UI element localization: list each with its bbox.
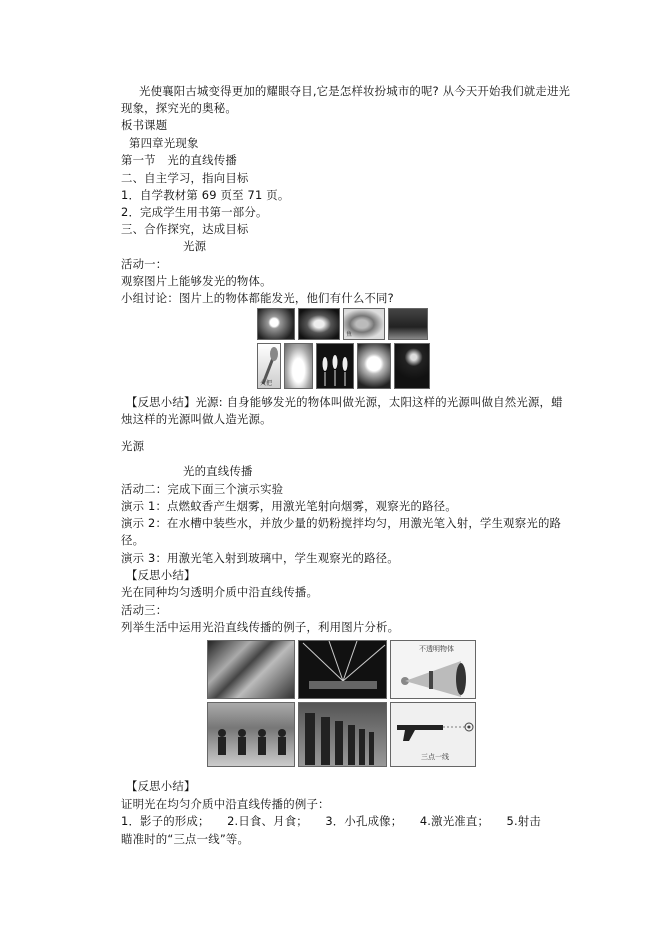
reflection2-label: 【反思小结】 [126, 568, 196, 582]
light-source-images [257, 308, 431, 389]
shadow-diagram-image: 不透明物体 [390, 640, 476, 699]
part2-item-1: 1．自学教材第 69 页至 71 页。 [121, 188, 290, 202]
reflection3-line-1: 证明光在均匀介质中沿直线传播的例子： [121, 797, 330, 811]
jellyfish-image [298, 308, 340, 340]
reflection3-line-3: 瞄准时的“三点一线”等。 [121, 832, 250, 846]
reflection3-line-2: 1．影子的形成； 2.日食、月食； 3．小孔成像； 4.激光准直； 5.射击 [121, 814, 541, 828]
candles-image [316, 343, 354, 389]
intro-line-1: 光使襄阳古城变得更加的耀眼夺目,它是怎样妆扮城市的呢? 从今天开始我们就走进光 [139, 84, 571, 98]
part2-item-2: 2．完成学生用书第一部分。 [121, 205, 268, 219]
motorcycle-formation-image [207, 702, 295, 767]
laser-show-image [298, 640, 387, 699]
demo-3: 演示 3：用激光笔入射到玻璃中，学生观察光的路径。 [121, 551, 399, 565]
candle-flames-icon [317, 344, 353, 388]
activity3-text: 列举生活中运用光沿直线传播的例子，利用图片分析。 [121, 620, 400, 634]
activity1-label: 活动一： [121, 257, 168, 271]
reflection3-label: 【反思小结】 [126, 779, 196, 793]
torch-image: 火把 [257, 343, 281, 389]
city-lights-image [388, 308, 428, 340]
demo-2-line-2: 径。 [121, 533, 145, 547]
part2-heading: 二、自主学习，指向目标 [121, 171, 249, 185]
light-source-heading: 光源 [183, 239, 207, 253]
fish-image: 鱼 [343, 308, 385, 340]
sunbeams-forest-image [207, 640, 295, 699]
chapter-title: 第四章光现象 [129, 136, 199, 150]
soldiers-line-image [298, 702, 387, 767]
three-points-aim-image: 三点一线 [390, 702, 476, 767]
section-title: 第一节 光的直线传播 [121, 153, 237, 167]
riders-icon [208, 703, 294, 766]
activity2-label: 活动二：完成下面三个演示实验 [121, 482, 284, 496]
sun-image [257, 308, 295, 340]
reflection1-line-1: 【反思小结】光源: 自身能够发光的物体叫做光源，太阳这样的光源叫做自然光源，蜡 [126, 395, 563, 409]
reflection1-line-2: 烛这样的光源叫做人造光源。 [121, 412, 272, 426]
activity1-observe: 观察图片上能够发光的物体。 [121, 274, 272, 288]
activity3-label: 活动三： [121, 603, 168, 617]
laser-beams-icon [299, 641, 387, 699]
light-source-label: 光源 [121, 439, 145, 453]
light-bulb-image [357, 343, 391, 389]
activity1-discuss: 小组讨论：图片上的物体都能发光，他们有什么不同? [121, 291, 394, 305]
board-title: 板书课题 [121, 118, 168, 132]
fire-image [284, 343, 313, 389]
soldiers-icon [299, 703, 387, 766]
intro-line-2: 现象，探究光的奥秘。 [121, 101, 237, 115]
part3-heading: 三、合作探究，达成目标 [121, 222, 249, 236]
demo-1: 演示 1：点燃蚊香产生烟雾，用激光笔射向烟雾，观察光的路径。 [121, 499, 457, 513]
firefly-image [394, 343, 430, 389]
application-images [207, 640, 477, 768]
straight-propagation-heading: 光的直线传播 [183, 464, 253, 478]
reflection2-text: 光在同种均匀透明介质中沿直线传播。 [121, 585, 319, 599]
demo-2-line-1: 演示 2：在水槽中装些水，并放少量的奶粉搅拌均匀，用激光笔入射，学生观察光的路 [121, 516, 562, 530]
